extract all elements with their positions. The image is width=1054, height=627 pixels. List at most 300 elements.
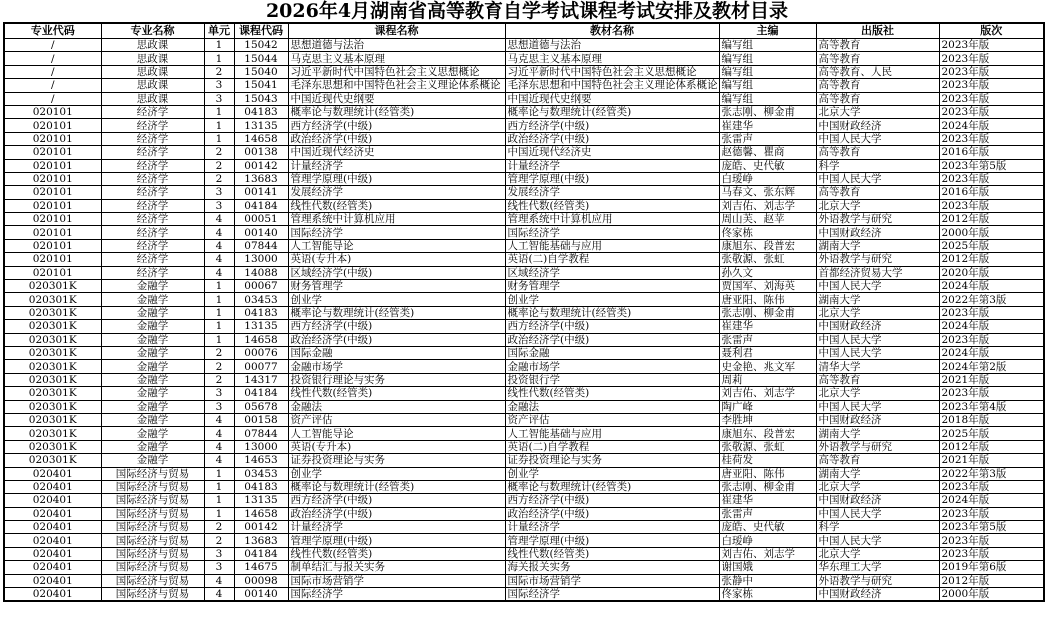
cell-unit: 4 — [204, 226, 234, 239]
cell-publisher: 中国财政经济 — [816, 320, 939, 333]
col-header-edition: 版次 — [939, 23, 1044, 39]
table-row — [4, 427, 1044, 440]
cell-unit: 4 — [204, 588, 234, 602]
cell-publisher: 高等教育 — [816, 39, 939, 52]
cell-course-code: 00067 — [234, 280, 288, 293]
cell-unit: 2 — [204, 146, 234, 159]
cell-textbook-name: 国际金融 — [505, 346, 719, 359]
cell-textbook-name: 线性代数(经管类) — [505, 199, 719, 212]
cell-edition: 2023年版 — [939, 480, 1044, 493]
cell-textbook-name: 金融法 — [505, 400, 719, 413]
cell-major-code: 020301K — [4, 400, 101, 413]
cell-edition: 2023年版 — [939, 52, 1044, 65]
cell-publisher: 北京大学 — [816, 387, 939, 400]
cell-course-code: 00076 — [234, 346, 288, 359]
cell-textbook-name: 思想道德与法治 — [505, 39, 719, 52]
cell-major-name: 金融学 — [101, 387, 204, 400]
cell-major-name: 经济学 — [101, 105, 204, 118]
cell-major-name: 国际经济与贸易 — [101, 480, 204, 493]
cell-unit: 1 — [204, 39, 234, 52]
cell-publisher: 高等教育 — [816, 186, 939, 199]
cell-publisher: 中国人民大学 — [816, 534, 939, 547]
cell-course-name: 人工智能导论 — [288, 239, 505, 252]
col-header-unit: 单元 — [204, 23, 234, 39]
cell-edition: 2020年版 — [939, 266, 1044, 279]
cell-major-code: 020101 — [4, 239, 101, 252]
cell-major-code: 020401 — [4, 480, 101, 493]
cell-major-name: 思政课 — [101, 39, 204, 52]
cell-unit: 4 — [204, 253, 234, 266]
cell-major-code: 020401 — [4, 547, 101, 560]
cell-major-name: 经济学 — [101, 172, 204, 185]
cell-unit: 2 — [204, 521, 234, 534]
cell-edition: 2021年版 — [939, 373, 1044, 386]
cell-major-code: 020301K — [4, 360, 101, 373]
cell-unit: 3 — [204, 561, 234, 574]
cell-major-code: 020301K — [4, 293, 101, 306]
cell-editor: 刘吉佑、刘志学 — [719, 199, 816, 212]
cell-editor: 崔建华 — [719, 494, 816, 507]
cell-edition: 2018年版 — [939, 413, 1044, 426]
cell-course-name: 线性代数(经管类) — [288, 199, 505, 212]
cell-course-code: 00158 — [234, 413, 288, 426]
cell-publisher: 中国人民大学 — [816, 132, 939, 145]
course-table — [3, 22, 1045, 602]
cell-course-name: 线性代数(经管类) — [288, 547, 505, 560]
cell-textbook-name: 资产评估 — [505, 413, 719, 426]
cell-textbook-name: 计量经济学 — [505, 521, 719, 534]
cell-major-name: 金融学 — [101, 454, 204, 467]
cell-major-code: / — [4, 65, 101, 78]
cell-editor: 编写组 — [719, 52, 816, 65]
cell-major-code: 020301K — [4, 413, 101, 426]
cell-major-name: 金融学 — [101, 293, 204, 306]
cell-major-code: / — [4, 39, 101, 52]
cell-major-name: 国际经济与贸易 — [101, 467, 204, 480]
cell-edition: 2022年第3版 — [939, 467, 1044, 480]
cell-textbook-name: 管理系统中计算机应用 — [505, 213, 719, 226]
course-table-header — [4, 23, 1044, 39]
cell-textbook-name: 发展经济学 — [505, 186, 719, 199]
cell-publisher: 中国人民大学 — [816, 172, 939, 185]
cell-course-code: 04183 — [234, 306, 288, 319]
cell-major-name: 经济学 — [101, 119, 204, 132]
cell-course-name: 政治经济学(中级) — [288, 333, 505, 346]
cell-major-name: 国际经济与贸易 — [101, 588, 204, 602]
cell-edition: 2023年版 — [939, 79, 1044, 92]
cell-textbook-name: 概率论与数理统计(经管类) — [505, 480, 719, 493]
cell-major-code: 020401 — [4, 588, 101, 602]
cell-textbook-name: 概率论与数理统计(经管类) — [505, 306, 719, 319]
cell-major-code: 020301K — [4, 320, 101, 333]
cell-major-code: 020101 — [4, 226, 101, 239]
cell-edition: 2023年第5版 — [939, 521, 1044, 534]
cell-edition: 2019年第6版 — [939, 561, 1044, 574]
cell-textbook-name: 国际经济学 — [505, 226, 719, 239]
cell-course-code: 00138 — [234, 146, 288, 159]
cell-edition: 2000年版 — [939, 226, 1044, 239]
cell-publisher: 北京大学 — [816, 306, 939, 319]
table-row — [4, 280, 1044, 293]
cell-editor: 赵德馨、瞿商 — [719, 146, 816, 159]
cell-publisher: 高等教育 — [816, 146, 939, 159]
cell-publisher: 外语教学与研究 — [816, 440, 939, 453]
cell-course-name: 证券投资理论与实务 — [288, 454, 505, 467]
cell-publisher: 湖南大学 — [816, 467, 939, 480]
cell-major-code: 020101 — [4, 266, 101, 279]
cell-unit: 2 — [204, 534, 234, 547]
cell-major-name: 经济学 — [101, 159, 204, 172]
cell-unit: 2 — [204, 373, 234, 386]
cell-textbook-name: 线性代数(经管类) — [505, 547, 719, 560]
cell-course-name: 人工智能导论 — [288, 427, 505, 440]
cell-course-code: 04184 — [234, 547, 288, 560]
cell-edition: 2016年版 — [939, 146, 1044, 159]
cell-major-name: 金融学 — [101, 346, 204, 359]
table-row — [4, 400, 1044, 413]
cell-course-name: 概率论与数理统计(经管类) — [288, 105, 505, 118]
cell-major-name: 金融学 — [101, 413, 204, 426]
cell-course-name: 资产评估 — [288, 413, 505, 426]
table-row — [4, 239, 1044, 252]
cell-major-name: 金融学 — [101, 400, 204, 413]
cell-editor: 张敬源、张虹 — [719, 253, 816, 266]
cell-course-name: 计量经济学 — [288, 159, 505, 172]
cell-editor: 白瑷峥 — [719, 534, 816, 547]
cell-course-name: 中国近现代经济史 — [288, 146, 505, 159]
cell-major-name: 金融学 — [101, 427, 204, 440]
cell-edition: 2016年版 — [939, 186, 1044, 199]
cell-unit: 3 — [204, 387, 234, 400]
cell-major-code: 020101 — [4, 213, 101, 226]
cell-editor: 崔建华 — [719, 320, 816, 333]
cell-editor: 编写组 — [719, 79, 816, 92]
cell-publisher: 科学 — [816, 521, 939, 534]
cell-major-name: 思政课 — [101, 79, 204, 92]
cell-unit: 1 — [204, 52, 234, 65]
col-header-editor: 主编 — [719, 23, 816, 39]
cell-course-code: 00098 — [234, 574, 288, 587]
cell-course-code: 04184 — [234, 199, 288, 212]
table-row — [4, 159, 1044, 172]
cell-editor: 周山芙、赵苹 — [719, 213, 816, 226]
cell-publisher: 中国人民大学 — [816, 333, 939, 346]
table-row — [4, 226, 1044, 239]
cell-textbook-name: 国际市场营销学 — [505, 574, 719, 587]
cell-editor: 马春文、张东辉 — [719, 186, 816, 199]
cell-editor: 张志刚、柳金甫 — [719, 480, 816, 493]
cell-major-name: 经济学 — [101, 226, 204, 239]
cell-publisher: 首都经济贸易大学 — [816, 266, 939, 279]
cell-major-name: 金融学 — [101, 360, 204, 373]
cell-course-code: 13683 — [234, 172, 288, 185]
cell-editor: 贾国军、刘海英 — [719, 280, 816, 293]
cell-course-name: 国际市场营销学 — [288, 574, 505, 587]
cell-publisher: 中国财政经济 — [816, 588, 939, 602]
cell-textbook-name: 习近平新时代中国特色社会主义思想概论 — [505, 65, 719, 78]
cell-course-name: 管理学原理(中级) — [288, 534, 505, 547]
cell-unit: 4 — [204, 239, 234, 252]
cell-course-name: 国际经济学 — [288, 226, 505, 239]
cell-unit: 4 — [204, 427, 234, 440]
cell-major-name: 经济学 — [101, 132, 204, 145]
cell-course-code: 14658 — [234, 333, 288, 346]
cell-publisher: 高等教育 — [816, 373, 939, 386]
cell-editor: 孙久文 — [719, 266, 816, 279]
cell-editor: 张志刚、柳金甫 — [719, 105, 816, 118]
cell-editor: 崔建华 — [719, 119, 816, 132]
cell-course-name: 概率论与数理统计(经管类) — [288, 306, 505, 319]
cell-major-code: 020401 — [4, 521, 101, 534]
cell-unit: 4 — [204, 440, 234, 453]
cell-publisher: 湖南大学 — [816, 427, 939, 440]
cell-course-code: 05678 — [234, 400, 288, 413]
cell-edition: 2000年版 — [939, 588, 1044, 602]
cell-major-name: 思政课 — [101, 92, 204, 105]
table-row — [4, 253, 1044, 266]
cell-course-code: 13135 — [234, 119, 288, 132]
cell-major-name: 国际经济与贸易 — [101, 561, 204, 574]
cell-textbook-name: 西方经济学(中级) — [505, 494, 719, 507]
table-row — [4, 293, 1044, 306]
cell-editor: 张雷声 — [719, 333, 816, 346]
cell-textbook-name: 政治经济学(中级) — [505, 507, 719, 520]
cell-unit: 3 — [204, 79, 234, 92]
table-row — [4, 146, 1044, 159]
cell-major-code: 020101 — [4, 146, 101, 159]
cell-course-code: 13135 — [234, 494, 288, 507]
cell-unit: 2 — [204, 360, 234, 373]
cell-textbook-name: 证券投资理论与实务 — [505, 454, 719, 467]
cell-edition: 2012年版 — [939, 574, 1044, 587]
cell-major-code: 020401 — [4, 561, 101, 574]
table-row — [4, 333, 1044, 346]
cell-publisher: 中国财政经济 — [816, 413, 939, 426]
cell-unit: 2 — [204, 346, 234, 359]
cell-unit: 2 — [204, 65, 234, 78]
cell-unit: 1 — [204, 480, 234, 493]
cell-course-code: 00077 — [234, 360, 288, 373]
cell-edition: 2025年版 — [939, 239, 1044, 252]
cell-textbook-name: 创业学 — [505, 467, 719, 480]
cell-editor: 康旭东、段普宏 — [719, 239, 816, 252]
cell-publisher: 高等教育 — [816, 454, 939, 467]
cell-course-code: 00051 — [234, 213, 288, 226]
cell-textbook-name: 海关报关实务 — [505, 561, 719, 574]
cell-major-name: 金融学 — [101, 373, 204, 386]
cell-editor: 张雷声 — [719, 507, 816, 520]
cell-editor: 聂利君 — [719, 346, 816, 359]
cell-course-code: 13135 — [234, 320, 288, 333]
cell-major-code: 020301K — [4, 387, 101, 400]
cell-publisher: 北京大学 — [816, 199, 939, 212]
cell-major-code: 020401 — [4, 467, 101, 480]
cell-publisher: 北京大学 — [816, 105, 939, 118]
cell-major-name: 金融学 — [101, 280, 204, 293]
cell-publisher: 中国人民大学 — [816, 280, 939, 293]
cell-editor: 编写组 — [719, 92, 816, 105]
cell-course-code: 14653 — [234, 454, 288, 467]
page-title: 2026年4月湖南省高等教育自学考试课程考试安排及教材目录 — [265, 0, 789, 22]
table-row — [4, 186, 1044, 199]
cell-course-name: 政治经济学(中级) — [288, 132, 505, 145]
course-table-body — [4, 39, 1044, 602]
cell-course-name: 线性代数(经管类) — [288, 387, 505, 400]
cell-unit: 3 — [204, 92, 234, 105]
cell-unit: 1 — [204, 467, 234, 480]
cell-publisher: 清华大学 — [816, 360, 939, 373]
cell-major-code: 020301K — [4, 427, 101, 440]
cell-major-code: / — [4, 52, 101, 65]
cell-course-code: 13683 — [234, 534, 288, 547]
cell-course-name: 管理系统中计算机应用 — [288, 213, 505, 226]
cell-major-name: 国际经济与贸易 — [101, 494, 204, 507]
table-row — [4, 494, 1044, 507]
cell-major-name: 思政课 — [101, 52, 204, 65]
cell-unit: 1 — [204, 280, 234, 293]
cell-major-code: / — [4, 92, 101, 105]
cell-major-name: 金融学 — [101, 306, 204, 319]
table-row — [4, 119, 1044, 132]
cell-textbook-name: 计量经济学 — [505, 159, 719, 172]
cell-edition: 2023年第4版 — [939, 400, 1044, 413]
table-row — [4, 561, 1044, 574]
table-row — [4, 360, 1044, 373]
cell-major-name: 国际经济与贸易 — [101, 521, 204, 534]
cell-course-code: 13000 — [234, 440, 288, 453]
col-header-textbook-name: 教材名称 — [505, 23, 719, 39]
cell-course-code: 14317 — [234, 373, 288, 386]
cell-major-name: 经济学 — [101, 186, 204, 199]
table-row — [4, 199, 1044, 212]
cell-edition: 2024年版 — [939, 494, 1044, 507]
table-row — [4, 320, 1044, 333]
cell-course-code: 14675 — [234, 561, 288, 574]
cell-unit: 2 — [204, 159, 234, 172]
cell-publisher: 中国财政经济 — [816, 119, 939, 132]
table-row — [4, 454, 1044, 467]
cell-course-code: 00140 — [234, 588, 288, 602]
cell-publisher: 北京大学 — [816, 547, 939, 560]
cell-textbook-name: 人工智能基础与应用 — [505, 427, 719, 440]
cell-unit: 1 — [204, 293, 234, 306]
cell-course-code: 00142 — [234, 159, 288, 172]
cell-course-name: 马克思主义基本原理 — [288, 52, 505, 65]
cell-course-code: 04184 — [234, 387, 288, 400]
cell-edition: 2023年版 — [939, 39, 1044, 52]
cell-edition: 2023年版 — [939, 547, 1044, 560]
cell-unit: 1 — [204, 105, 234, 118]
table-row — [4, 346, 1044, 359]
col-header-course-code: 课程代码 — [234, 23, 288, 39]
cell-edition: 2012年版 — [939, 213, 1044, 226]
cell-course-code: 04183 — [234, 105, 288, 118]
cell-course-name: 中国近现代史纲要 — [288, 92, 505, 105]
cell-major-name: 国际经济与贸易 — [101, 547, 204, 560]
cell-publisher: 中国人民大学 — [816, 507, 939, 520]
cell-course-name: 金融法 — [288, 400, 505, 413]
cell-course-code: 15044 — [234, 52, 288, 65]
cell-edition: 2023年第5版 — [939, 159, 1044, 172]
cell-major-name: 经济学 — [101, 146, 204, 159]
cell-major-code: 020401 — [4, 534, 101, 547]
col-header-major-name: 专业名称 — [101, 23, 204, 39]
cell-textbook-name: 西方经济学(中级) — [505, 320, 719, 333]
cell-textbook-name: 概率论与数理统计(经管类) — [505, 105, 719, 118]
cell-unit: 3 — [204, 400, 234, 413]
cell-edition: 2023年版 — [939, 507, 1044, 520]
cell-major-name: 金融学 — [101, 440, 204, 453]
cell-major-code: 020301K — [4, 306, 101, 319]
cell-editor: 刘吉佑、刘志学 — [719, 387, 816, 400]
cell-major-name: 经济学 — [101, 213, 204, 226]
cell-unit: 3 — [204, 547, 234, 560]
cell-textbook-name: 管理学原理(中级) — [505, 534, 719, 547]
header-row — [4, 23, 1044, 39]
cell-edition: 2023年版 — [939, 199, 1044, 212]
cell-editor: 周莉 — [719, 373, 816, 386]
cell-unit: 4 — [204, 574, 234, 587]
cell-editor: 谢国娥 — [719, 561, 816, 574]
table-row — [4, 574, 1044, 587]
cell-publisher: 湖南大学 — [816, 239, 939, 252]
cell-course-code: 14658 — [234, 132, 288, 145]
cell-editor: 李胜坤 — [719, 413, 816, 426]
cell-textbook-name: 区域经济学 — [505, 266, 719, 279]
cell-textbook-name: 毛泽东思想和中国特色社会主义理论体系概论 — [505, 79, 719, 92]
cell-course-name: 投资银行理论与实务 — [288, 373, 505, 386]
cell-unit: 3 — [204, 199, 234, 212]
table-row — [4, 306, 1044, 319]
cell-edition: 2023年版 — [939, 306, 1044, 319]
cell-edition: 2024年版 — [939, 346, 1044, 359]
cell-textbook-name: 线性代数(经管类) — [505, 387, 719, 400]
cell-editor: 张志刚、柳金甫 — [719, 306, 816, 319]
cell-publisher: 北京大学 — [816, 480, 939, 493]
cell-major-code: 020301K — [4, 454, 101, 467]
cell-edition: 2023年版 — [939, 333, 1044, 346]
table-row — [4, 480, 1044, 493]
cell-course-name: 财务管理学 — [288, 280, 505, 293]
table-row — [4, 65, 1044, 78]
cell-unit: 4 — [204, 413, 234, 426]
cell-major-code: 020301K — [4, 440, 101, 453]
cell-publisher: 科学 — [816, 159, 939, 172]
cell-publisher: 外语教学与研究 — [816, 253, 939, 266]
cell-editor: 庞皓、史代敏 — [719, 159, 816, 172]
cell-course-name: 思想道德与法治 — [288, 39, 505, 52]
table-row — [4, 387, 1044, 400]
cell-major-code: 020301K — [4, 373, 101, 386]
cell-publisher: 高等教育、人民 — [816, 65, 939, 78]
cell-course-code: 00142 — [234, 521, 288, 534]
cell-major-name: 经济学 — [101, 253, 204, 266]
cell-edition: 2012年版 — [939, 253, 1044, 266]
cell-major-name: 金融学 — [101, 333, 204, 346]
table-row — [4, 92, 1044, 105]
cell-textbook-name: 政治经济学(中级) — [505, 333, 719, 346]
cell-major-name: 国际经济与贸易 — [101, 534, 204, 547]
cell-edition: 2024年版 — [939, 280, 1044, 293]
cell-course-code: 03453 — [234, 467, 288, 480]
cell-textbook-name: 财务管理学 — [505, 280, 719, 293]
cell-major-name: 经济学 — [101, 199, 204, 212]
cell-textbook-name: 创业学 — [505, 293, 719, 306]
cell-course-name: 西方经济学(中级) — [288, 320, 505, 333]
cell-course-name: 区域经济学(中级) — [288, 266, 505, 279]
col-header-publisher: 出版社 — [816, 23, 939, 39]
cell-course-name: 政治经济学(中级) — [288, 507, 505, 520]
